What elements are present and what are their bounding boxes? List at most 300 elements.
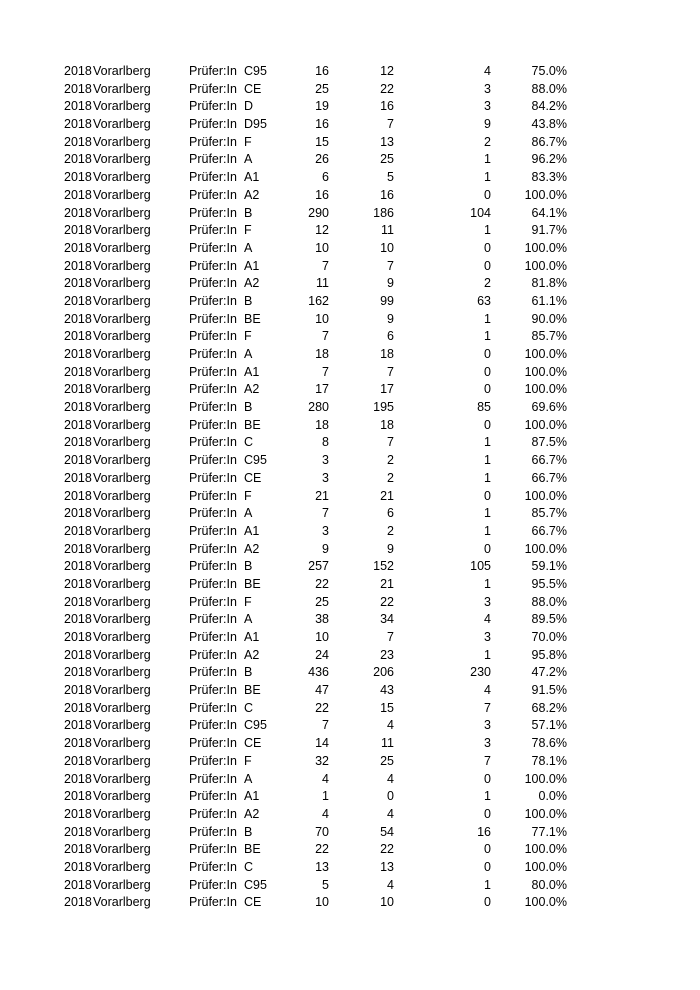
pass-rate-cell: 81.8% [531,276,567,291]
table-row [0,806,700,824]
pass-rate-cell: 100.0% [524,806,567,821]
passed-count-cell: 9 [387,311,394,326]
region-cell: Vorarlberg [93,400,151,415]
pass-rate-cell: 85.7% [531,506,567,521]
failed-count-cell: 1 [484,576,491,591]
pass-rate-cell: 66.7% [531,453,567,468]
table-row [0,523,700,541]
year-cell: 2018 [64,877,92,892]
license-class-cell: A2 [244,806,260,821]
pass-rate-cell: 91.7% [531,223,567,238]
license-class-cell: C95 [244,453,267,468]
passed-count-cell: 0 [387,789,394,804]
pass-rate-cell: 100.0% [524,488,567,503]
failed-count-cell: 0 [484,859,491,874]
passed-count-cell: 21 [380,488,394,503]
pass-rate-cell: 100.0% [524,895,567,910]
year-cell: 2018 [64,276,92,291]
license-class-cell: A [244,240,253,255]
role-cell: Prüfer:In [189,81,237,96]
year-cell: 2018 [64,311,92,326]
total-count-cell: 4 [322,806,329,821]
total-count-cell: 32 [315,753,329,768]
total-count-cell: 22 [315,842,329,857]
license-class-cell: C95 [244,877,267,892]
license-class-cell: F [244,488,252,503]
passed-count-cell: 6 [387,506,394,521]
failed-count-cell: 0 [484,488,491,503]
passed-count-cell: 23 [380,647,394,662]
year-cell: 2018 [64,647,92,662]
passed-count-cell: 34 [380,612,394,627]
total-count-cell: 22 [315,576,329,591]
region-cell: Vorarlberg [93,293,151,308]
total-count-cell: 257 [308,559,329,574]
failed-count-cell: 0 [484,258,491,273]
table-row [0,169,700,187]
year-cell: 2018 [64,223,92,238]
total-count-cell: 25 [315,594,329,609]
failed-count-cell: 1 [484,223,491,238]
year-cell: 2018 [64,523,92,538]
region-cell: Vorarlberg [93,205,151,220]
total-count-cell: 17 [315,382,329,397]
year-cell: 2018 [64,134,92,149]
role-cell: Prüfer:In [189,117,237,132]
pass-rate-cell: 78.1% [531,753,567,768]
region-cell: Vorarlberg [93,523,151,538]
table-row [0,116,700,134]
total-count-cell: 4 [322,771,329,786]
total-count-cell: 8 [322,435,329,450]
table-row [0,364,700,382]
failed-count-cell: 1 [484,506,491,521]
role-cell: Prüfer:In [189,895,237,910]
total-count-cell: 22 [315,700,329,715]
year-cell: 2018 [64,293,92,308]
license-class-cell: F [244,594,252,609]
failed-count-cell: 1 [484,329,491,344]
passed-count-cell: 54 [380,824,394,839]
table-row [0,417,700,435]
data-table [0,63,700,912]
region-cell: Vorarlberg [93,541,151,556]
pass-rate-cell: 64.1% [531,205,567,220]
region-cell: Vorarlberg [93,877,151,892]
total-count-cell: 70 [315,824,329,839]
total-count-cell: 7 [322,718,329,733]
license-class-cell: A2 [244,187,260,202]
total-count-cell: 6 [322,170,329,185]
year-cell: 2018 [64,117,92,132]
role-cell: Prüfer:In [189,576,237,591]
total-count-cell: 12 [315,223,329,238]
passed-count-cell: 9 [387,541,394,556]
role-cell: Prüfer:In [189,293,237,308]
year-cell: 2018 [64,205,92,220]
passed-count-cell: 13 [380,859,394,874]
year-cell: 2018 [64,718,92,733]
license-class-cell: F [244,753,252,768]
pass-rate-cell: 100.0% [524,382,567,397]
total-count-cell: 7 [322,258,329,273]
region-cell: Vorarlberg [93,223,151,238]
table-row [0,735,700,753]
passed-count-cell: 21 [380,576,394,591]
total-count-cell: 5 [322,877,329,892]
year-cell: 2018 [64,470,92,485]
region-cell: Vorarlberg [93,700,151,715]
pass-rate-cell: 100.0% [524,187,567,202]
license-class-cell: BE [244,576,261,591]
role-cell: Prüfer:In [189,877,237,892]
license-class-cell: A2 [244,276,260,291]
pass-rate-cell: 66.7% [531,470,567,485]
total-count-cell: 10 [315,240,329,255]
year-cell: 2018 [64,152,92,167]
table-row [0,187,700,205]
passed-count-cell: 4 [387,806,394,821]
table-row [0,275,700,293]
region-cell: Vorarlberg [93,771,151,786]
year-cell: 2018 [64,736,92,751]
pass-rate-cell: 85.7% [531,329,567,344]
year-cell: 2018 [64,753,92,768]
region-cell: Vorarlberg [93,81,151,96]
table-row [0,594,700,612]
passed-count-cell: 5 [387,170,394,185]
region-cell: Vorarlberg [93,170,151,185]
pass-rate-cell: 70.0% [531,630,567,644]
table-row [0,346,700,364]
failed-count-cell: 1 [484,453,491,468]
failed-count-cell: 3 [484,630,491,644]
year-cell: 2018 [64,258,92,273]
pass-rate-cell: 100.0% [524,347,567,361]
pass-rate-cell: 100.0% [524,541,567,556]
table-row [0,98,700,116]
region-cell: Vorarlberg [93,488,151,503]
table-row [0,258,700,276]
pass-rate-cell: 100.0% [524,364,567,379]
region-cell: Vorarlberg [93,382,151,397]
failed-count-cell: 4 [484,612,491,627]
license-class-cell: B [244,665,253,680]
role-cell: Prüfer:In [189,152,237,167]
pass-rate-cell: 86.7% [531,134,567,149]
total-count-cell: 16 [315,64,329,78]
license-class-cell: A1 [244,364,260,379]
year-cell: 2018 [64,400,92,415]
total-count-cell: 10 [315,311,329,326]
role-cell: Prüfer:In [189,223,237,238]
role-cell: Prüfer:In [189,64,237,78]
role-cell: Prüfer:In [189,665,237,680]
region-cell: Vorarlberg [93,99,151,114]
region-cell: Vorarlberg [93,311,151,326]
table-row [0,134,700,152]
role-cell: Prüfer:In [189,435,237,450]
passed-count-cell: 18 [380,417,394,432]
region-cell: Vorarlberg [93,576,151,591]
passed-count-cell: 22 [380,594,394,609]
total-count-cell: 19 [315,99,329,114]
license-class-cell: C95 [244,718,267,733]
region-cell: Vorarlberg [93,258,151,273]
pass-rate-cell: 61.1% [531,293,567,308]
total-count-cell: 21 [315,488,329,503]
failed-count-cell: 3 [484,99,491,114]
role-cell: Prüfer:In [189,683,237,698]
pass-rate-cell: 100.0% [524,771,567,786]
table-row [0,381,700,399]
total-count-cell: 24 [315,647,329,662]
license-class-cell: A [244,152,253,167]
license-class-cell: A [244,347,253,361]
license-class-cell: A1 [244,630,260,644]
failed-count-cell: 1 [484,647,491,662]
role-cell: Prüfer:In [189,859,237,874]
pass-rate-cell: 57.1% [531,718,567,733]
role-cell: Prüfer:In [189,99,237,114]
table-row [0,434,700,452]
role-cell: Prüfer:In [189,364,237,379]
table-row [0,717,700,735]
region-cell: Vorarlberg [93,417,151,432]
year-cell: 2018 [64,329,92,344]
total-count-cell: 3 [322,453,329,468]
role-cell: Prüfer:In [189,240,237,255]
passed-count-cell: 25 [380,152,394,167]
license-class-cell: CE [244,895,262,910]
passed-count-cell: 10 [380,895,394,910]
table-row [0,877,700,895]
total-count-cell: 16 [315,187,329,202]
region-cell: Vorarlberg [93,806,151,821]
role-cell: Prüfer:In [189,559,237,574]
passed-count-cell: 7 [387,117,394,132]
table-row [0,205,700,223]
table-row [0,788,700,806]
role-cell: Prüfer:In [189,347,237,361]
license-class-cell: BE [244,842,261,857]
failed-count-cell: 0 [484,417,491,432]
passed-count-cell: 195 [373,400,394,415]
license-class-cell: D [244,99,254,114]
passed-count-cell: 22 [380,81,394,96]
pass-rate-cell: 100.0% [524,842,567,857]
region-cell: Vorarlberg [93,152,151,167]
table-row [0,700,700,718]
year-cell: 2018 [64,187,92,202]
license-class-cell: CE [244,470,262,485]
license-class-cell: A [244,506,253,521]
role-cell: Prüfer:In [189,736,237,751]
passed-count-cell: 99 [380,293,394,308]
failed-count-cell: 1 [484,877,491,892]
failed-count-cell: 1 [484,311,491,326]
total-count-cell: 10 [315,895,329,910]
role-cell: Prüfer:In [189,382,237,397]
year-cell: 2018 [64,541,92,556]
table-row [0,576,700,594]
failed-count-cell: 2 [484,134,491,149]
region-cell: Vorarlberg [93,612,151,627]
total-count-cell: 14 [315,736,329,751]
failed-count-cell: 0 [484,187,491,202]
license-class-cell: F [244,134,252,149]
year-cell: 2018 [64,824,92,839]
year-cell: 2018 [64,594,92,609]
pass-rate-cell: 47.2% [531,665,567,680]
region-cell: Vorarlberg [93,347,151,361]
license-class-cell: B [244,205,253,220]
pass-rate-cell: 95.5% [531,576,567,591]
passed-count-cell: 10 [380,240,394,255]
region-cell: Vorarlberg [93,859,151,874]
total-count-cell: 16 [315,117,329,132]
failed-count-cell: 105 [470,559,491,574]
year-cell: 2018 [64,453,92,468]
year-cell: 2018 [64,700,92,715]
license-class-cell: C [244,859,254,874]
pass-rate-cell: 69.6% [531,400,567,415]
passed-count-cell: 7 [387,630,394,644]
region-cell: Vorarlberg [93,736,151,751]
license-class-cell: A1 [244,789,260,804]
total-count-cell: 26 [315,152,329,167]
pass-rate-cell: 95.8% [531,647,567,662]
role-cell: Prüfer:In [189,276,237,291]
region-cell: Vorarlberg [93,506,151,521]
role-cell: Prüfer:In [189,329,237,344]
role-cell: Prüfer:In [189,753,237,768]
failed-count-cell: 7 [484,753,491,768]
failed-count-cell: 0 [484,240,491,255]
failed-count-cell: 0 [484,771,491,786]
license-class-cell: F [244,223,252,238]
role-cell: Prüfer:In [189,258,237,273]
pass-rate-cell: 90.0% [531,311,567,326]
failed-count-cell: 63 [477,293,491,308]
year-cell: 2018 [64,559,92,574]
region-cell: Vorarlberg [93,276,151,291]
year-cell: 2018 [64,630,92,644]
region-cell: Vorarlberg [93,435,151,450]
license-class-cell: B [244,824,253,839]
pass-rate-cell: 83.3% [531,170,567,185]
region-cell: Vorarlberg [93,187,151,202]
role-cell: Prüfer:In [189,488,237,503]
failed-count-cell: 0 [484,541,491,556]
total-count-cell: 11 [316,276,329,291]
passed-count-cell: 15 [380,700,394,715]
license-class-cell: D95 [244,117,267,132]
region-cell: Vorarlberg [93,753,151,768]
table-row [0,558,700,576]
passed-count-cell: 4 [387,877,394,892]
total-count-cell: 290 [308,205,329,220]
failed-count-cell: 7 [484,700,491,715]
pass-rate-cell: 59.1% [531,559,567,574]
year-cell: 2018 [64,895,92,910]
pass-rate-cell: 100.0% [524,258,567,273]
region-cell: Vorarlberg [93,824,151,839]
pass-rate-cell: 84.2% [531,99,567,114]
passed-count-cell: 4 [387,771,394,786]
total-count-cell: 3 [322,470,329,485]
license-class-cell: B [244,559,253,574]
year-cell: 2018 [64,240,92,255]
license-class-cell: C95 [244,64,267,78]
year-cell: 2018 [64,789,92,804]
year-cell: 2018 [64,576,92,591]
year-cell: 2018 [64,99,92,114]
license-class-cell: BE [244,683,261,698]
table-row [0,611,700,629]
passed-count-cell: 11 [381,736,394,751]
region-cell: Vorarlberg [93,453,151,468]
year-cell: 2018 [64,771,92,786]
year-cell: 2018 [64,347,92,361]
year-cell: 2018 [64,665,92,680]
failed-count-cell: 0 [484,842,491,857]
pass-rate-cell: 77.1% [531,824,567,839]
passed-count-cell: 2 [387,453,394,468]
year-cell: 2018 [64,382,92,397]
license-class-cell: C [244,435,254,450]
failed-count-cell: 0 [484,347,491,361]
failed-count-cell: 1 [484,470,491,485]
table-row [0,470,700,488]
license-class-cell: B [244,400,253,415]
pass-rate-cell: 91.5% [531,683,567,698]
failed-count-cell: 0 [484,895,491,910]
year-cell: 2018 [64,612,92,627]
passed-count-cell: 206 [373,665,394,680]
total-count-cell: 3 [322,523,329,538]
role-cell: Prüfer:In [189,594,237,609]
pass-rate-cell: 68.2% [531,700,567,715]
failed-count-cell: 3 [484,81,491,96]
pass-rate-cell: 66.7% [531,523,567,538]
total-count-cell: 7 [322,506,329,521]
year-cell: 2018 [64,488,92,503]
role-cell: Prüfer:In [189,541,237,556]
passed-count-cell: 16 [380,99,394,114]
year-cell: 2018 [64,806,92,821]
passed-count-cell: 6 [387,329,394,344]
role-cell: Prüfer:In [189,453,237,468]
failed-count-cell: 16 [477,824,491,839]
table-row [0,824,700,842]
total-count-cell: 9 [322,541,329,556]
license-class-cell: F [244,329,252,344]
passed-count-cell: 18 [380,347,394,361]
license-class-cell: A1 [244,523,260,538]
pass-rate-cell: 0.0% [538,789,567,804]
table-row [0,151,700,169]
table-row [0,841,700,859]
passed-count-cell: 12 [380,64,394,78]
region-cell: Vorarlberg [93,718,151,733]
year-cell: 2018 [64,842,92,857]
role-cell: Prüfer:In [189,700,237,715]
role-cell: Prüfer:In [189,506,237,521]
region-cell: Vorarlberg [93,470,151,485]
pass-rate-cell: 87.5% [531,435,567,450]
region-cell: Vorarlberg [93,842,151,857]
